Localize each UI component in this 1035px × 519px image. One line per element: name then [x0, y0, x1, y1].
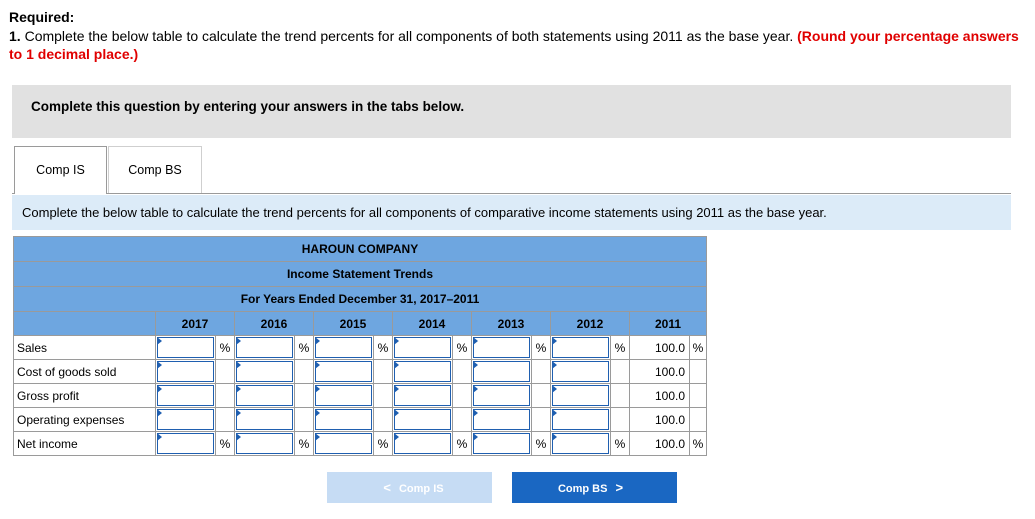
- trend-input-2012[interactable]: [552, 337, 609, 358]
- trend-cell: [235, 408, 295, 432]
- percent-sign: [611, 360, 630, 384]
- trend-input-2012[interactable]: [552, 433, 609, 454]
- year-header-2014: 2014: [393, 312, 472, 336]
- trend-cell: [551, 408, 611, 432]
- percent-sign: [690, 384, 707, 408]
- next-tab-label: Comp BS: [557, 483, 608, 495]
- base-year-value: 100.0: [630, 360, 690, 384]
- required-instructions: [9, 27, 1019, 63]
- trend-input-2017[interactable]: [157, 409, 214, 430]
- percent-sign: [295, 360, 314, 384]
- row-label: Sales: [14, 336, 156, 360]
- year-header-2017: 2017: [156, 312, 235, 336]
- percent-sign: [295, 408, 314, 432]
- trend-input-2015[interactable]: [315, 433, 372, 454]
- table-row: [14, 336, 707, 360]
- trend-cell: [551, 360, 611, 384]
- percent-sign: %: [532, 432, 551, 456]
- blank-header: [14, 312, 156, 336]
- trend-input-2013[interactable]: [473, 409, 530, 430]
- trend-input-2016[interactable]: [236, 433, 293, 454]
- trend-input-2017[interactable]: [157, 337, 214, 358]
- trend-input-2014[interactable]: [394, 409, 451, 430]
- percent-sign: [374, 408, 393, 432]
- trend-input-2017[interactable]: [157, 433, 214, 454]
- tab-instruction: [12, 195, 1011, 230]
- trend-input-2013[interactable]: [473, 385, 530, 406]
- base-year-value: 100.0: [630, 408, 690, 432]
- trend-input-2015[interactable]: [315, 385, 372, 406]
- trend-cell: [472, 360, 532, 384]
- trend-cell: [235, 360, 295, 384]
- table-row: [14, 408, 707, 432]
- trend-input-2015[interactable]: [315, 337, 372, 358]
- question-banner: [12, 85, 1011, 138]
- percent-sign: [216, 408, 235, 432]
- trend-input-2012[interactable]: [552, 361, 609, 382]
- prev-tab-button[interactable]: [327, 472, 492, 503]
- trend-cell: [551, 384, 611, 408]
- trend-cell: [472, 432, 532, 456]
- trend-input-2014[interactable]: [394, 385, 451, 406]
- year-header-2015: 2015: [314, 312, 393, 336]
- year-header-2013: 2013: [472, 312, 551, 336]
- trend-cell: [314, 408, 374, 432]
- trend-cell: [393, 384, 453, 408]
- base-year-value: 100.0: [630, 432, 690, 456]
- row-label: Net income: [14, 432, 156, 456]
- percent-sign: [532, 408, 551, 432]
- trend-cell: [393, 336, 453, 360]
- trend-cell: [235, 384, 295, 408]
- trend-input-2015[interactable]: [315, 409, 372, 430]
- trend-cell: [472, 408, 532, 432]
- trend-cell: [156, 408, 216, 432]
- percent-sign: [295, 384, 314, 408]
- next-tab-button[interactable]: [512, 472, 677, 503]
- year-header-2016: 2016: [235, 312, 314, 336]
- trend-cell: [472, 384, 532, 408]
- tab-comp-is[interactable]: Comp IS: [14, 146, 107, 194]
- percent-sign: %: [611, 432, 630, 456]
- statement-title: Income Statement Trends: [14, 262, 707, 287]
- trend-input-2014[interactable]: [394, 361, 451, 382]
- company-name: HAROUN COMPANY: [14, 237, 707, 262]
- row-label: Gross profit: [14, 384, 156, 408]
- percent-sign: [374, 360, 393, 384]
- tab-divider: [12, 193, 1011, 194]
- base-year-value: 100.0: [630, 384, 690, 408]
- trend-cell: [551, 336, 611, 360]
- required-number: 1.: [9, 28, 21, 44]
- percent-sign: [690, 408, 707, 432]
- percent-sign: %: [690, 432, 707, 456]
- percent-sign: %: [216, 336, 235, 360]
- trend-cell: [314, 384, 374, 408]
- trend-cell: [472, 336, 532, 360]
- trend-cell: [551, 432, 611, 456]
- percent-sign: [611, 384, 630, 408]
- round-note: (Round your percentage answers to 1 decimal place.): [9, 28, 1019, 62]
- percent-sign: [611, 408, 630, 432]
- percent-sign: %: [374, 336, 393, 360]
- chevron-left-icon: <: [383, 480, 391, 495]
- statement-period: For Years Ended December 31, 2017–2011: [14, 287, 707, 312]
- table-row: [14, 432, 707, 456]
- trend-input-2016[interactable]: [236, 361, 293, 382]
- trend-cell: [314, 336, 374, 360]
- row-label: Cost of goods sold: [14, 360, 156, 384]
- percent-sign: [532, 360, 551, 384]
- percent-sign: [532, 384, 551, 408]
- percent-sign: %: [295, 336, 314, 360]
- base-year-value: 100.0: [630, 336, 690, 360]
- required-heading: Required:: [9, 9, 75, 25]
- year-header-2011: 2011: [630, 312, 707, 336]
- percent-sign: %: [295, 432, 314, 456]
- trend-input-2016[interactable]: [236, 385, 293, 406]
- trend-cell: [235, 336, 295, 360]
- trend-input-2014[interactable]: [394, 433, 451, 454]
- trend-input-2016[interactable]: [236, 337, 293, 358]
- percent-sign: [453, 360, 472, 384]
- trend-input-2013[interactable]: [473, 361, 530, 382]
- percent-sign: %: [690, 336, 707, 360]
- trend-cell: [314, 360, 374, 384]
- table-row: [14, 384, 707, 408]
- percent-sign: %: [216, 432, 235, 456]
- trend-input-2012[interactable]: [552, 385, 609, 406]
- trend-input-2017[interactable]: [157, 361, 214, 382]
- required-text: Complete the below table to calculate the trend percents for all components of both statements using 2011 as the base year.: [24, 28, 794, 44]
- trend-cell: [156, 432, 216, 456]
- percent-sign: %: [453, 336, 472, 360]
- trend-input-2013[interactable]: [473, 433, 530, 454]
- trend-input-2012[interactable]: [552, 409, 609, 430]
- trend-input-2017[interactable]: [157, 385, 214, 406]
- percent-sign: %: [532, 336, 551, 360]
- percent-sign: %: [611, 336, 630, 360]
- trend-cell: [393, 360, 453, 384]
- tab-instruction-text: Complete the below table to calculate the trend percents for all components of comparative income statements using 2011 as the base year.: [22, 205, 827, 220]
- percent-sign: [374, 384, 393, 408]
- tab-comp-bs[interactable]: Comp BS: [108, 146, 202, 193]
- prev-tab-label: Comp IS: [398, 483, 444, 495]
- year-header-row: [14, 312, 707, 336]
- trend-cell: [393, 408, 453, 432]
- chevron-right-icon: >: [615, 480, 624, 495]
- income-statement-trends-table: [13, 236, 707, 456]
- percent-sign: [216, 384, 235, 408]
- percent-sign: [453, 408, 472, 432]
- trend-cell: [156, 336, 216, 360]
- trend-input-2014[interactable]: [394, 337, 451, 358]
- trend-cell: [156, 360, 216, 384]
- trend-input-2015[interactable]: [315, 361, 372, 382]
- percent-sign: [453, 384, 472, 408]
- banner-text: Complete this question by entering your answers in the tabs below.: [31, 99, 465, 114]
- trend-cell: [314, 432, 374, 456]
- table-row: [14, 360, 707, 384]
- trend-cell: [156, 384, 216, 408]
- percent-sign: %: [453, 432, 472, 456]
- trend-cell: [235, 432, 295, 456]
- trend-input-2013[interactable]: [473, 337, 530, 358]
- row-label: Operating expenses: [14, 408, 156, 432]
- percent-sign: [216, 360, 235, 384]
- percent-sign: %: [374, 432, 393, 456]
- trend-cell: [393, 432, 453, 456]
- percent-sign: [690, 360, 707, 384]
- trend-input-2016[interactable]: [236, 409, 293, 430]
- year-header-2012: 2012: [551, 312, 630, 336]
